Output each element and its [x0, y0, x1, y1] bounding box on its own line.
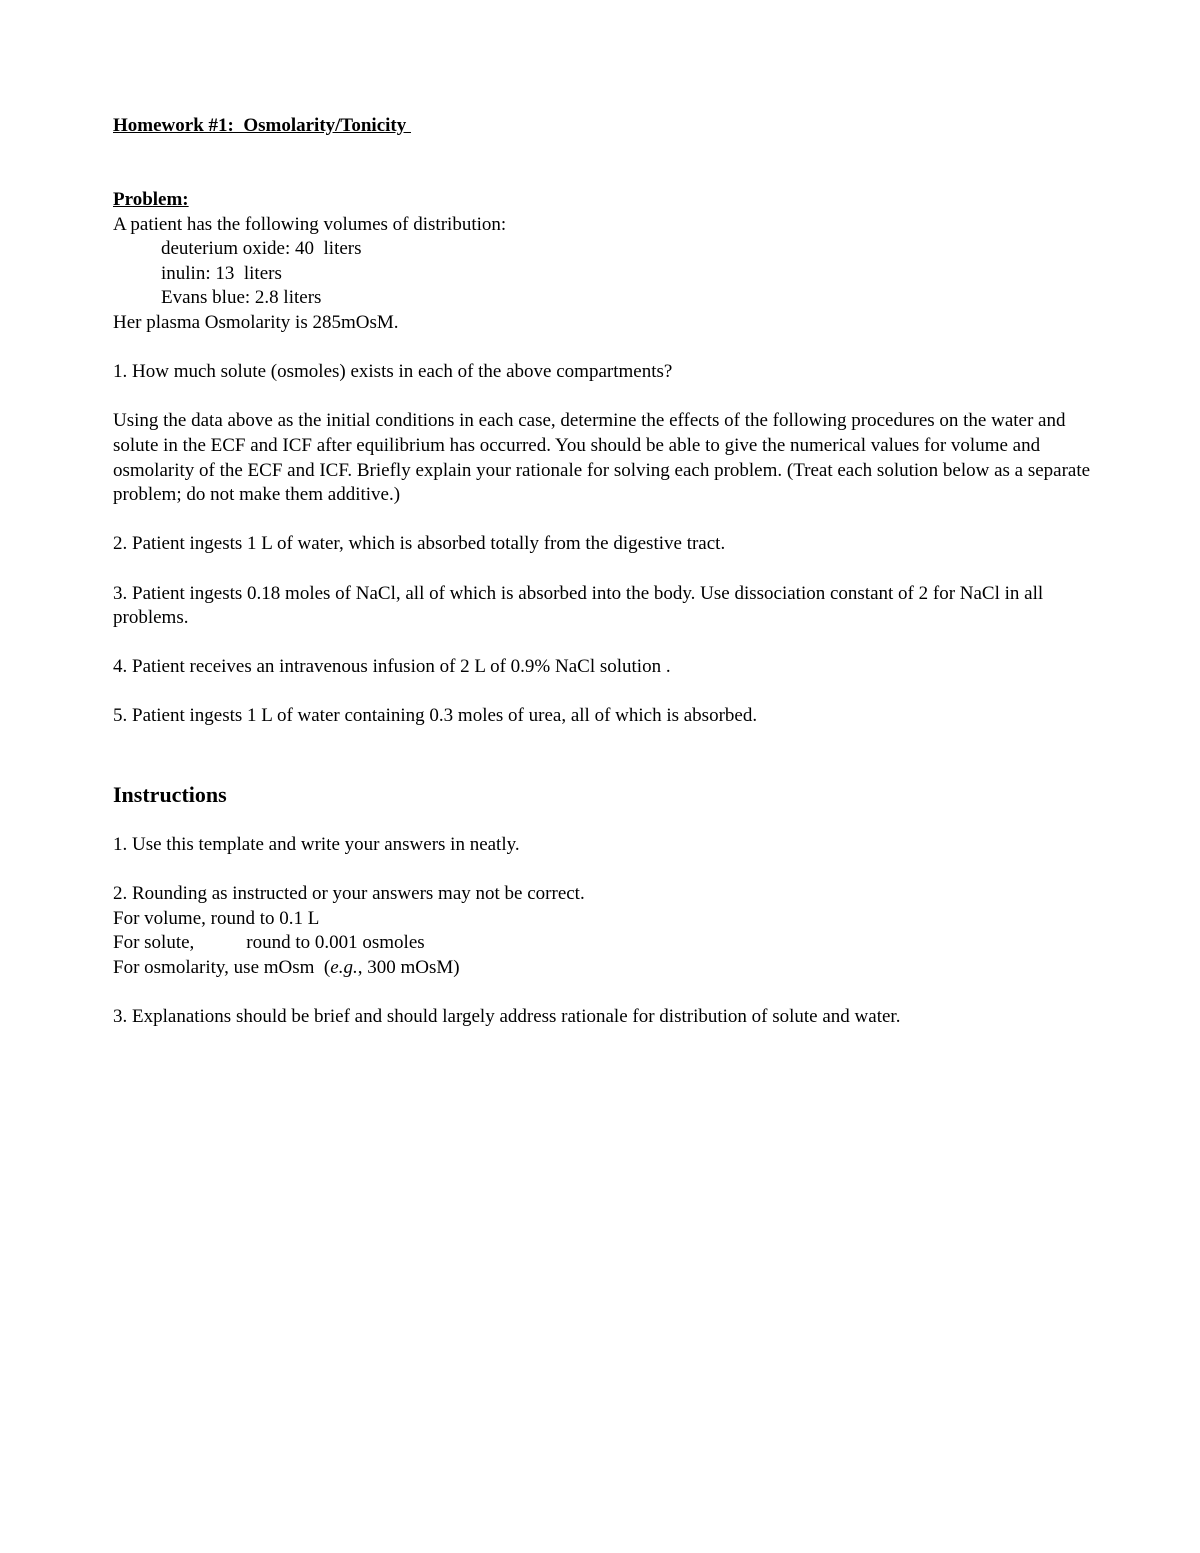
spacer — [113, 557, 1103, 582]
question-5: 5. Patient ingests 1 L of water containing 0.3 moles of urea, all of which is absorbed. — [113, 705, 758, 727]
question-2: 2. Patient ingests 1 L of water, which is absorbed totally from the digestive tract. — [113, 533, 726, 555]
problem-intro: A patient has the following volumes of distribution: — [113, 213, 507, 235]
rounding-solute-label: For solute, — [113, 932, 195, 954]
rounding-osmolarity-suffix: , 300 mOsM) — [357, 957, 460, 979]
spacer — [113, 140, 1103, 188]
spacer — [113, 385, 1103, 410]
rounding-volume: For volume, round to 0.1 L — [113, 907, 320, 929]
spacer — [113, 981, 1103, 1006]
spacer — [113, 631, 1103, 656]
plasma-osmolarity: Her plasma Osmolarity is 285mOsM. — [113, 311, 399, 333]
rounding-osmolarity — [113, 956, 1103, 981]
question-4: 4. Patient receives an intravenous infusion of 2 L of 0.9% NaCl solution . — [113, 656, 671, 678]
spacer — [113, 680, 1103, 705]
spacer — [113, 809, 1103, 833]
instruction-3: 3. Explanations should be brief and should largely address rationale for distribution of solute and water. — [113, 1006, 901, 1028]
rounding-solute — [113, 931, 1103, 956]
question-3: 3. Patient ingests 0.18 moles of NaCl, all of which is absorbed into the body. Use dissociation constant of 2 for NaCl in all problems. — [113, 582, 1044, 629]
spacer — [113, 508, 1103, 533]
spacer — [113, 729, 1103, 781]
rounding-osmolarity-prefix: For osmolarity, use mOsm ( — [113, 957, 331, 979]
instruction-1: 1. Use this template and write your answers in neatly. — [113, 834, 520, 856]
instruction-2: 2. Rounding as instructed or your answers may not be correct. — [113, 883, 585, 905]
volume-item-deuterium: deuterium oxide: 40 liters — [161, 238, 362, 260]
instructions-heading: Instructions — [113, 782, 227, 808]
problem-label: Problem: — [113, 189, 189, 210]
question-1: 1. How much solute (osmoles) exists in each of the above compartments? — [113, 361, 673, 383]
spacer — [113, 336, 1103, 361]
spacer — [113, 858, 1103, 883]
directions-paragraph: Using the data above as the initial conditions in each case, determine the effects of the following procedures on the water and solute in the ECF and ICF after equilibrium has occurred. You should be able to give the numerical values for volume and osmolarity of the ECF and ICF. Briefly explain your rationale for solving each problem. (Treat each solution below as a separate problem; do not make them additive.) — [113, 410, 1091, 506]
volume-item-evans-blue: Evans blue: 2.8 liters — [161, 287, 322, 309]
rounding-solute-value: round to 0.001 osmoles — [246, 932, 425, 954]
document-page — [113, 114, 1103, 1030]
volume-item-inulin: inulin: 13 liters — [161, 262, 282, 284]
rounding-osmolarity-eg: e.g. — [330, 957, 358, 979]
page-title: Homework #1: Osmolarity/Tonicity — [113, 115, 411, 136]
